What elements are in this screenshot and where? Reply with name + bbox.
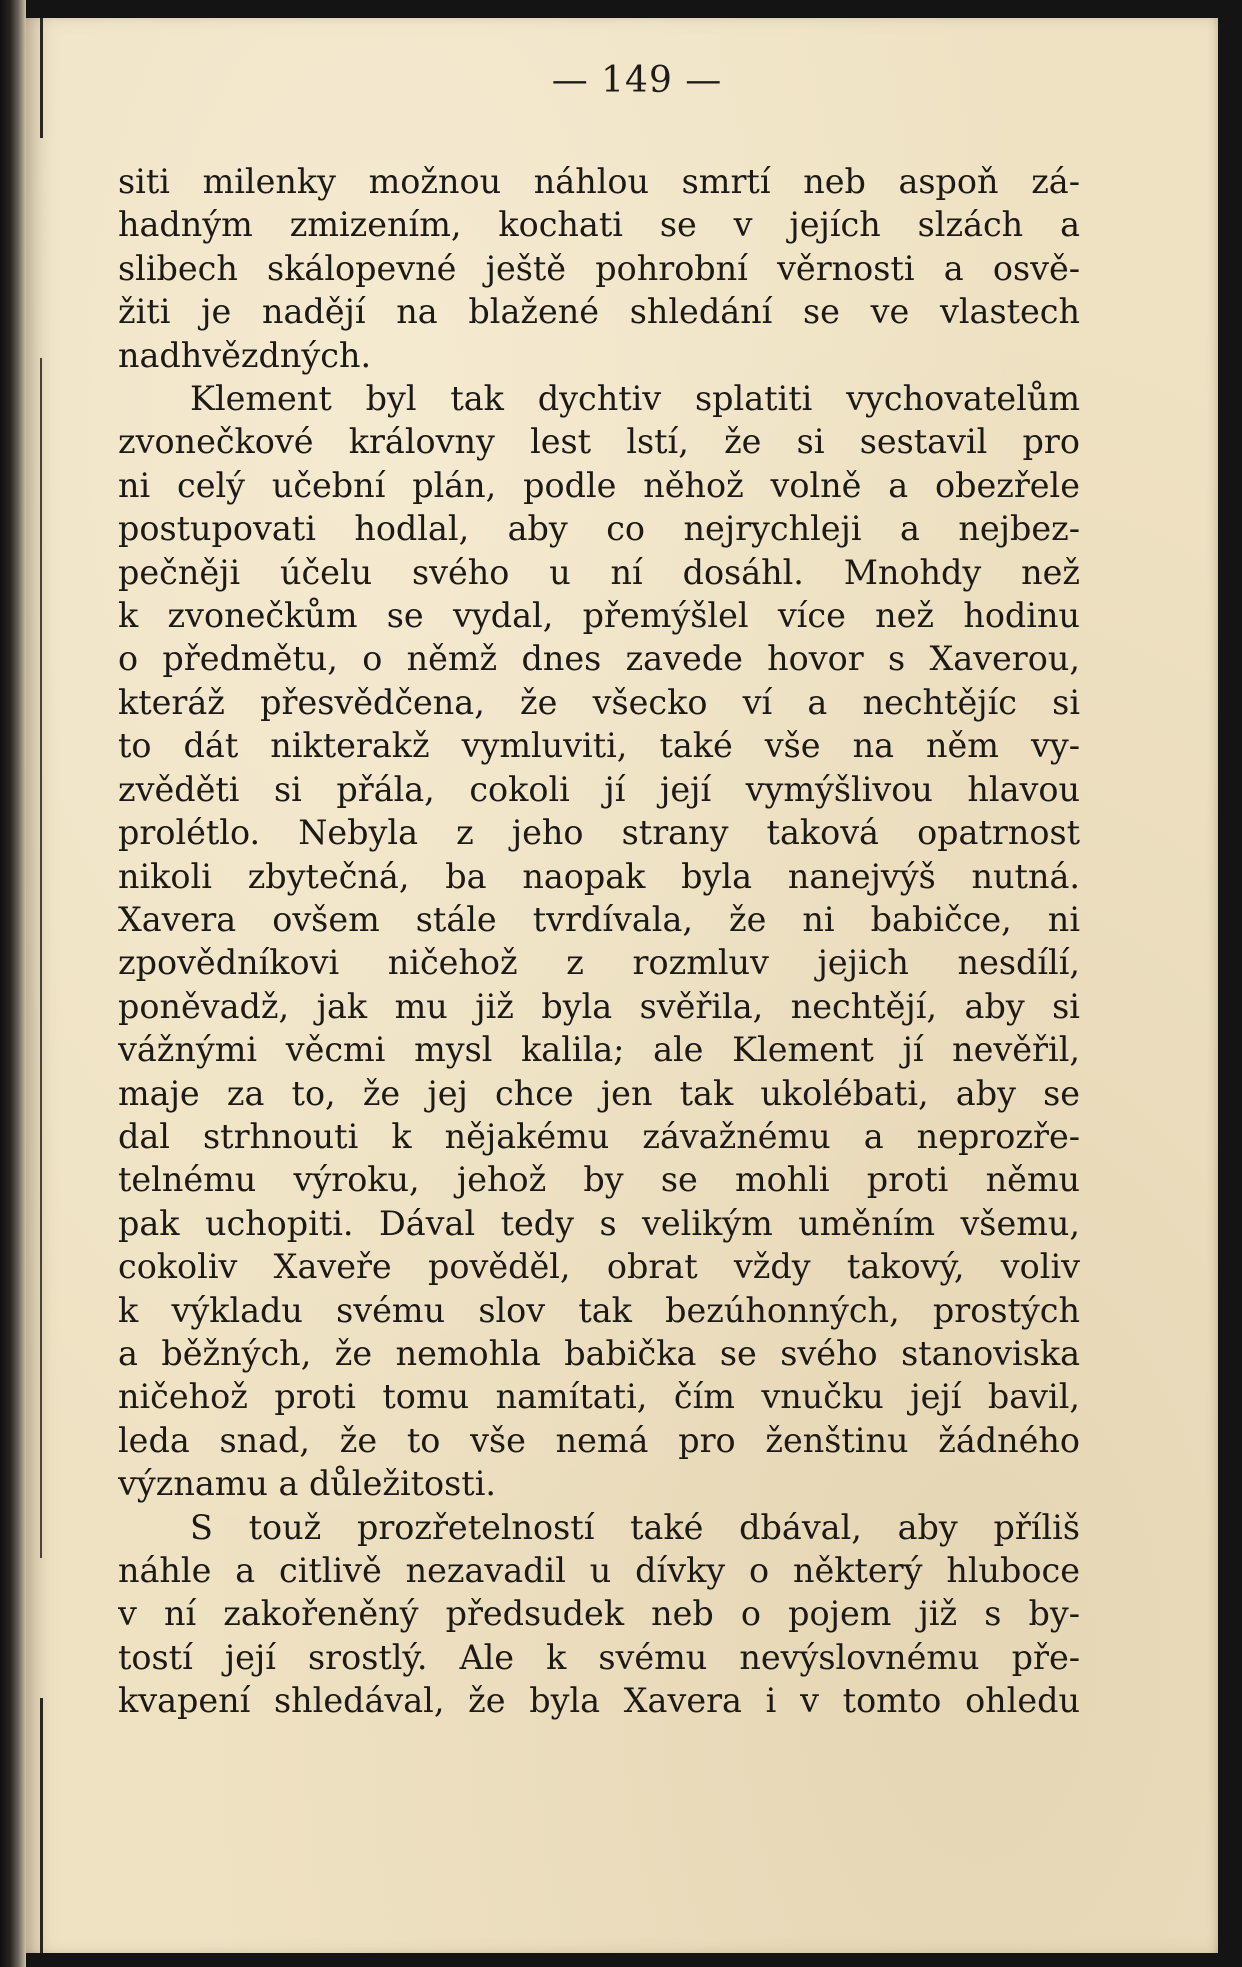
text-line: nadhvězdných. <box>118 335 372 375</box>
text-line: poněvadž, jak mu již byla svěřila, nechtějí, aby si <box>118 986 1080 1026</box>
text-line: žiti je nadějí na blažené shledání se ve vlastech <box>118 292 1080 332</box>
margin-rule-middle <box>40 358 42 1558</box>
text-line: maje za to, že jej chce jen tak ukolébati, aby se <box>118 1073 1080 1113</box>
text-line: tostí její srostlý. Ale k svému nevýslovnému pře- <box>118 1637 1080 1677</box>
text-line: zvěděti si přála, cokoli jí její vymýšlivou hlavou <box>118 769 1080 809</box>
text-line: telnému výroku, jehož by se mohli proti němu <box>118 1160 1080 1200</box>
text-line: zvonečkové královny lest lstí, že si sestavil pro <box>118 422 1080 462</box>
text-line: kteráž přesvědčena, že všecko ví a nechtějíc si <box>118 682 1080 722</box>
text-line: k zvonečkům se vydal, přemýšlel více než hodinu <box>118 596 1080 636</box>
text-line: vážnými věcmi mysl kalila; ale Klement jí nevěřil, <box>118 1030 1080 1070</box>
text-line: postupovati hodlal, aby co nejrychleji a nejbez- <box>118 509 1080 549</box>
text-line: o předmětu, o němž dnes zavede hovor s Xaverou, <box>118 639 1080 679</box>
text-line: Xavera ovšem stále tvrdívala, že ni babičce, ni <box>118 899 1080 939</box>
text-line: pak uchopiti. Dával tedy s velikým uměním všemu, <box>118 1203 1080 1243</box>
text-line: nikoli zbytečná, ba naopak byla nanejvýš nutná. <box>118 856 1080 896</box>
text-line: ni celý učební plán, podle něhož volně a obezřele <box>118 465 1080 505</box>
text-line: náhle a citlivě nezavadil u dívky o některý hluboce <box>118 1551 1080 1590</box>
text-line: v ní zakořeněný předsudek neb o pojem již s by- <box>118 1594 1080 1634</box>
text-line: slibech skálopevné ještě pohrobní věrnosti a osvě- <box>118 248 1080 288</box>
text-line: leda snad, že to vše nemá pro ženštinu žádného <box>118 1420 1080 1460</box>
book-binding-edge <box>0 0 26 1967</box>
text-line: zpovědníkovi ničehož z rozmluv jejich nesdílí, <box>118 943 1080 983</box>
text-line: to dát nikterakž vymluviti, také vše na něm vy- <box>118 726 1080 766</box>
text-line: siti milenky možnou náhlou smrtí neb aspoň zá- <box>118 162 1080 201</box>
margin-rule-bottom <box>40 1698 43 1953</box>
text-line: dal strhnouti k nějakému závažnému a neprozře- <box>118 1116 1080 1156</box>
text-line: kvapení shledával, že byla Xavera i v tomto ohledu <box>118 1681 1080 1721</box>
text-line: prolétlo. Nebyla z jeho strany taková opatrnost <box>118 813 1080 853</box>
page-text <box>118 160 1080 1723</box>
text-line: S touž prozřetelností také dbával, aby příliš <box>190 1507 1080 1547</box>
text-line: a běžných, že nemohla babička se svého stanoviska <box>118 1333 1080 1373</box>
text-line: významu a důležitosti. <box>118 1464 496 1504</box>
text-line: hadným zmizením, kochati se v jejích slzách a <box>118 205 1080 245</box>
page-number: — 149 — <box>551 60 723 101</box>
text-line: k výkladu svému slov tak bezúhonných, prostých <box>118 1290 1080 1330</box>
text-line: pečněji účelu svého u ní dosáhl. Mnohdy než <box>118 552 1080 592</box>
text-line: ničehož proti tomu namítati, čím vnučku její bavil, <box>118 1377 1080 1417</box>
text-line: cokoliv Xaveře pověděl, obrat vždy takový, voliv <box>118 1247 1080 1287</box>
book-page <box>26 18 1218 1953</box>
text-line: Klement byl tak dychtiv splatiti vychovatelům <box>190 379 1080 419</box>
